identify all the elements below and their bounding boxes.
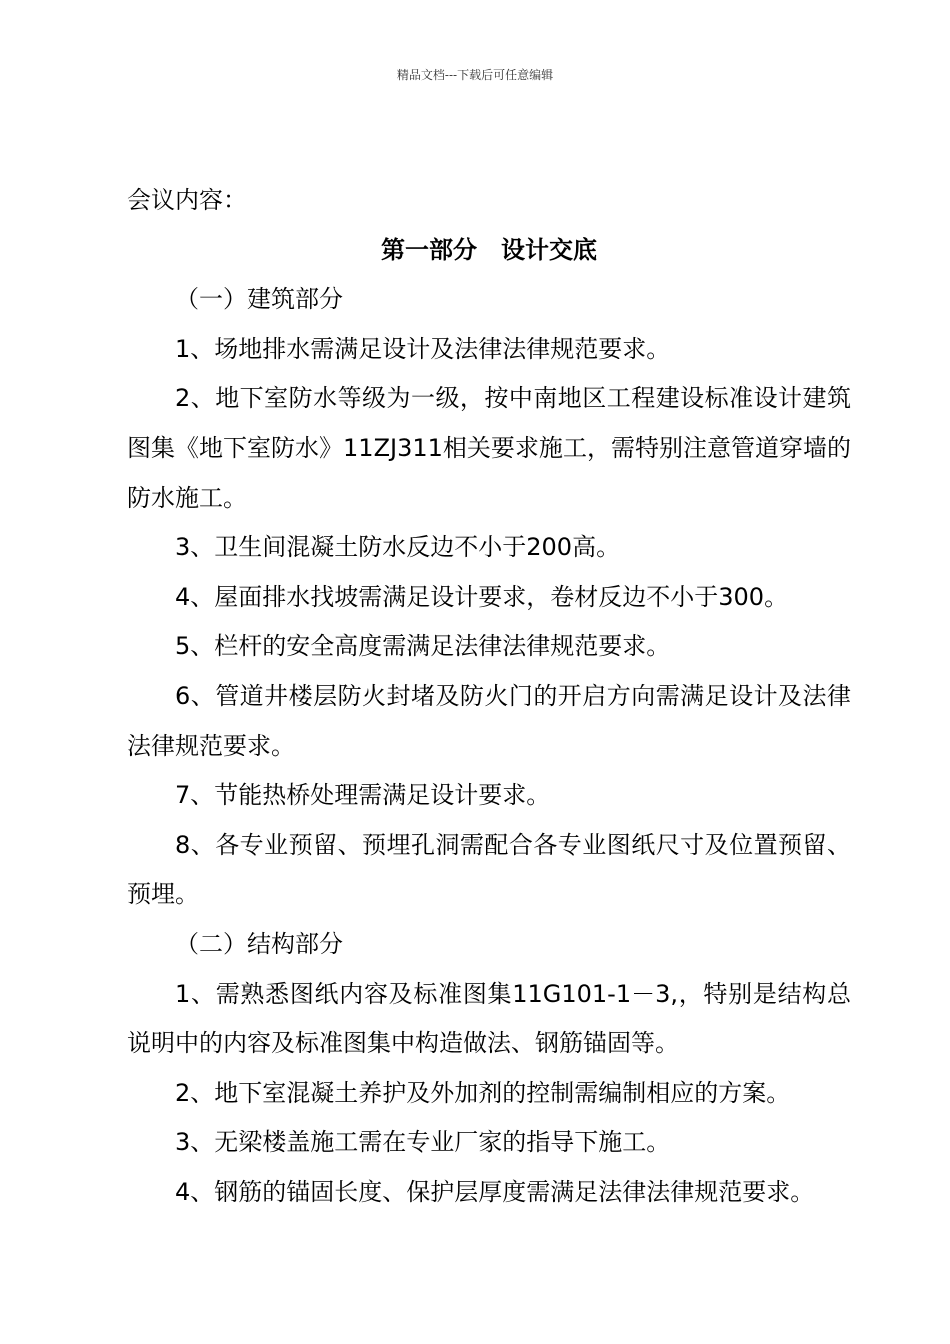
list-item: 1、场地排水需满足设计及法律法律规范要求。: [175, 334, 671, 363]
section-heading-structure: （二）结构部分: [175, 929, 343, 958]
list-item: 6、管道井楼层防火封堵及防火门的开启方向需满足设计及法律法律规范要求。: [127, 681, 851, 760]
intro-label: 会议内容：: [127, 186, 247, 214]
list-item: 2、地下室防水等级为一级，按中南地区工程建设标准设计建筑图集《地下室防水》11ZJ311相关要求施工，需特别注意管道穿墙的防水施工。: [127, 384, 851, 512]
list-item: 3、卫生间混凝土防水反边不小于200高。: [175, 533, 621, 562]
list-item: 4、屋面排水找坡需满足设计要求，卷材反边不小于300。: [175, 582, 789, 611]
list-item: 5、栏杆的安全高度需满足法律法律规范要求。: [175, 632, 671, 661]
document-body: [127, 176, 851, 1217]
section-heading-architecture: （一）建筑部分: [175, 285, 343, 314]
list-item: 4、钢筋的锚固长度、保护层厚度需满足法律法律规范要求。: [175, 1177, 815, 1206]
list-item: 3、无梁楼盖施工需在专业厂家的指导下施工。: [175, 1128, 671, 1157]
page-header-watermark: 精品文档---下载后可任意编辑: [396, 68, 554, 82]
part-title: 第一部分 设计交底: [381, 235, 597, 264]
list-item: 8、各专业预留、预埋孔洞需配合各专业图纸尺寸及位置预留、预埋。: [127, 830, 851, 909]
list-item: 2、地下室混凝土养护及外加剂的控制需编制相应的方案。: [175, 1078, 791, 1107]
list-item: 1、需熟悉图纸内容及标准图集11G101-1－3,，特别是结构总说明中的内容及标准图集中构造做法、钢筋锚固等。: [127, 979, 851, 1058]
list-item: 7、节能热桥处理需满足设计要求。: [175, 781, 551, 810]
